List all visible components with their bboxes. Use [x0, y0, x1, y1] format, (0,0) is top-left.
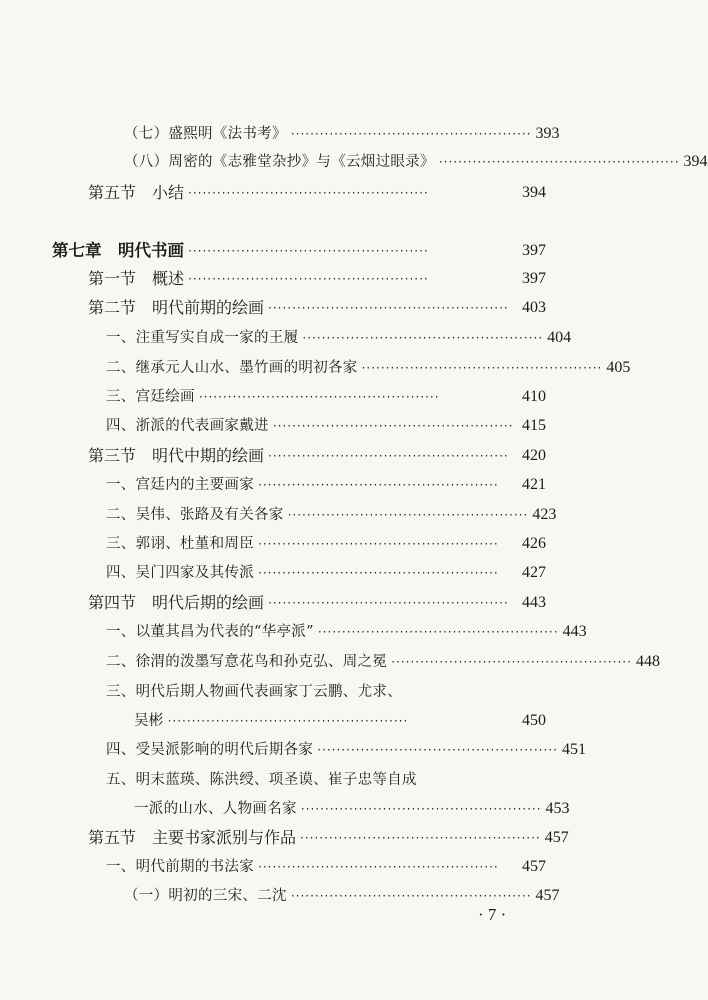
- dot-leader: ··················································: [268, 596, 509, 610]
- toc-entry-title: 第三节 明代中期的绘画: [88, 446, 265, 465]
- toc-entry-title: 第五节 主要书家派别与作品: [88, 828, 297, 847]
- toc-entry-page: 421: [522, 476, 546, 493]
- toc-entry-title: 第五节 小结: [88, 183, 185, 202]
- toc-entry: [106, 472, 546, 498]
- dot-leader: ··················································: [290, 889, 532, 903]
- toc-entry-title: 吴彬: [134, 713, 164, 729]
- toc-entry: [88, 825, 569, 851]
- toc-entry: [106, 679, 546, 705]
- toc-entry-title: 五、明末蓝瑛、陈洪绶、项圣谟、崔子忠等自成: [106, 772, 417, 788]
- dot-leader: ··················································: [268, 449, 509, 463]
- toc-entry-title: 一、宫廷内的主要画家: [106, 477, 254, 493]
- toc-entry: [106, 413, 546, 439]
- toc-entry-page: 457: [522, 858, 546, 875]
- toc-entry: [106, 560, 546, 586]
- toc-entry: [106, 767, 546, 793]
- toc-entry-page: 394: [522, 184, 546, 201]
- toc-entry: [106, 502, 557, 528]
- toc-entry-page: 397: [522, 270, 546, 287]
- toc-entry-page: 405: [606, 359, 631, 376]
- dot-leader: ··················································: [198, 390, 440, 404]
- toc-entry-page: 448: [635, 653, 660, 670]
- toc-entry: [88, 180, 546, 206]
- toc-entry-page: 423: [532, 506, 557, 523]
- dot-leader: ··················································: [268, 301, 509, 315]
- toc-entry-title: 第一节 概述: [88, 269, 185, 288]
- toc-entry-page: 415: [522, 417, 546, 434]
- toc-entry-title: 一、以董其昌为代表的“华亭派”: [106, 624, 314, 640]
- toc-entry: [106, 325, 572, 351]
- toc-entry: [106, 649, 660, 675]
- dot-leader: ··················································: [287, 508, 529, 522]
- toc-entry-page: 450: [522, 712, 546, 729]
- toc-entry-title: 一、明代前期的书法家: [106, 859, 254, 875]
- toc-entry-title: 四、浙派的代表画家戴进: [106, 418, 269, 434]
- page-number: · 7 ·: [478, 905, 507, 924]
- toc-entry-page: 451: [561, 741, 586, 758]
- toc-entry-title: 二、继承元人山水、墨竹画的明初各家: [106, 360, 358, 376]
- dot-leader: ··················································: [258, 566, 499, 580]
- dot-leader: ··················································: [258, 537, 499, 551]
- dot-leader: ··················································: [361, 361, 603, 375]
- toc-entry-title: 三、宫廷绘画: [106, 389, 195, 405]
- toc-entry: [106, 737, 586, 763]
- dot-leader: ··················································: [272, 419, 514, 433]
- dot-leader: ··················································: [290, 127, 532, 141]
- toc-entry: [88, 295, 546, 321]
- toc-entry-title: 四、吴门四家及其传派: [106, 565, 254, 581]
- toc-entry: [88, 266, 546, 292]
- dot-leader: ··················································: [258, 860, 499, 874]
- toc-entry-page: 404: [547, 329, 572, 346]
- toc-entry: [106, 619, 587, 645]
- toc-entry-page: 393: [535, 125, 560, 142]
- toc-entry: [88, 443, 546, 469]
- toc-entry-page: 394: [683, 153, 708, 170]
- toc-entry-title: （七）盛熙明《法书考》: [124, 126, 287, 142]
- toc-entry-title: 四、受吴派影响的明代后期各家: [106, 742, 314, 758]
- toc-entry-title: （八）周密的《志雅堂杂抄》与《云烟过眼录》: [124, 154, 435, 170]
- dot-leader: ··················································: [188, 272, 429, 286]
- dot-leader: ··················································: [300, 831, 541, 845]
- toc-entry: [88, 590, 546, 616]
- toc-entry-title: 三、明代后期人物画代表画家丁云鹏、尤求、: [106, 684, 402, 700]
- toc-entry-page: 420: [522, 447, 546, 464]
- toc-entry: [134, 796, 570, 822]
- toc-entry-page: 457: [535, 887, 560, 904]
- toc-entry-page: 410: [522, 388, 546, 405]
- toc-entry-title: 二、徐渭的泼墨写意花鸟和孙克弘、周之冕: [106, 654, 388, 670]
- toc-entry-page: 443: [562, 623, 587, 640]
- dot-leader: ··················································: [300, 802, 542, 816]
- toc-entry-page: 397: [522, 242, 546, 259]
- toc-entry-title: 第七章 明代书画: [52, 241, 184, 260]
- toc-entry-title: 三、郭诩、杜堇和周臣: [106, 536, 254, 552]
- toc-entry-title: 一、注重写实自成一家的王履: [106, 330, 299, 346]
- dot-leader: ··················································: [317, 743, 558, 757]
- dot-leader: ··················································: [188, 186, 429, 200]
- toc-entry-page: 427: [522, 564, 546, 581]
- dot-leader: ··················································: [258, 478, 499, 492]
- toc-entry-title: 第二节 明代前期的绘画: [88, 298, 265, 317]
- dot-leader: ··················································: [302, 331, 544, 345]
- toc-entry-title: 二、吴伟、张路及有关各家: [106, 507, 284, 523]
- toc-entry-page: 457: [544, 829, 569, 846]
- toc-entry: [106, 355, 631, 381]
- toc-entry-title: （一）明初的三宋、二沈: [124, 888, 287, 904]
- dot-leader: ··················································: [391, 655, 632, 669]
- toc-entry-page: 443: [522, 594, 546, 611]
- toc-entry: [106, 531, 546, 557]
- toc-entry: [124, 149, 708, 175]
- toc-entry: [106, 854, 546, 880]
- toc-entry: [52, 238, 546, 264]
- dot-leader: ··················································: [188, 244, 429, 258]
- toc-entry: [134, 708, 546, 734]
- toc-entry-title: 第四节 明代后期的绘画: [88, 593, 265, 612]
- dot-leader: ··················································: [438, 155, 680, 169]
- toc-entry-title: 一派的山水、人物画名家: [134, 801, 297, 817]
- toc-entry: [106, 384, 546, 410]
- dot-leader: ··················································: [167, 714, 409, 728]
- toc-entry: [124, 121, 560, 147]
- dot-leader: ··················································: [317, 625, 559, 639]
- toc-entry-page: 453: [545, 800, 570, 817]
- toc-entry-page: 426: [522, 535, 546, 552]
- toc-entry-page: 403: [522, 299, 546, 316]
